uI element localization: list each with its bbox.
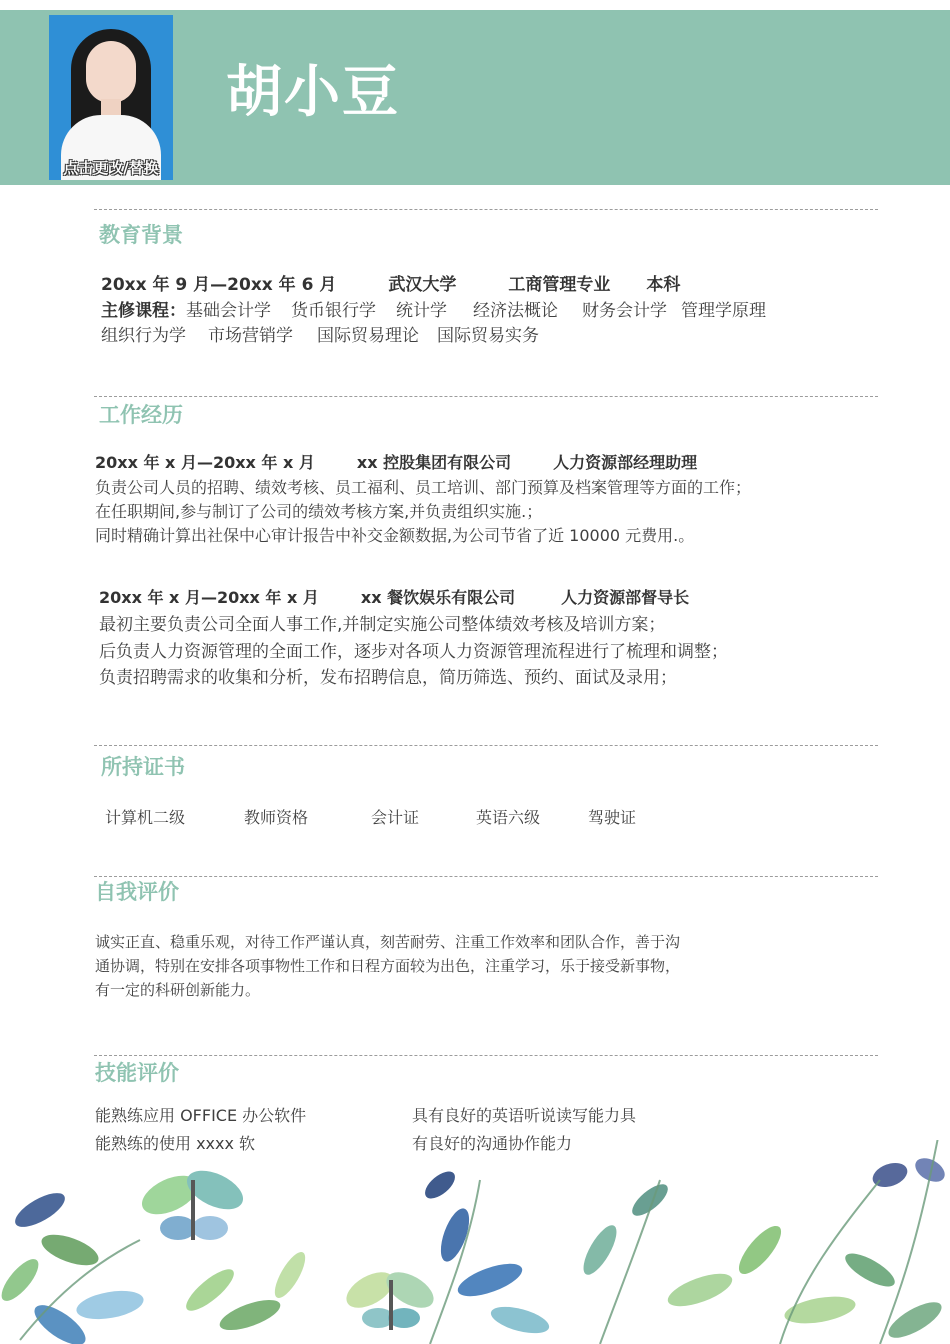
job-2-line-3: 负责招聘需求的收集和分析，发布招聘信息，简历筛选、预约、面试及录用； — [99, 668, 677, 688]
job-1-line-1: 负责公司人员的招聘、绩效考核、员工福利、员工培训、部门预算及档案管理等方面的工作； — [95, 478, 752, 497]
course-item: 统计学 — [396, 301, 447, 321]
job-1-line-3: 同时精确计算出社保中心审计报告中补交金额数据,为公司节省了近 10000 元费用.。 — [95, 526, 695, 545]
divider-education — [94, 209, 878, 210]
certificate-item: 驾驶证 — [588, 808, 637, 827]
course-item: 组织行为学 — [101, 326, 186, 346]
course-item: 市场营销学 — [208, 326, 293, 346]
job-1-line-2: 在任职期间,参与制订了公司的绩效考核方案,并负责组织实施.； — [95, 502, 543, 521]
education-period: 20xx 年 9 月—20xx 年 6 月 — [101, 275, 337, 295]
person-name: 胡小豆 — [226, 60, 400, 125]
job-2-position: 人力资源部督导长 — [561, 588, 690, 607]
education-degree: 本科 — [646, 275, 681, 295]
courses-label: 主修课程： — [101, 301, 186, 321]
skill-item: 能熟练的使用 xxxx 软 — [95, 1134, 256, 1153]
self-eval-line-1: 诚实正直、稳重乐观，对待工作严谨认真，刻苦耐劳、注重工作效率和团队合作，善于沟 — [95, 933, 681, 951]
course-item: 经济法概论 — [473, 301, 558, 321]
job-2-header — [99, 585, 689, 608]
divider-self-eval — [94, 876, 878, 877]
divider-work — [94, 396, 878, 397]
decorative-foliage-icon — [0, 1140, 950, 1344]
job-1-period: 20xx 年 x 月—20xx 年 x 月 — [95, 453, 315, 472]
skill-item: 具有良好的英语听说读写能力具 — [412, 1106, 637, 1125]
divider-skills — [94, 1055, 878, 1056]
section-title-skills: 技能评价 — [95, 1061, 179, 1085]
education-school: 武汉大学 — [388, 275, 457, 295]
courses-line-1 — [101, 296, 766, 321]
self-eval-line-3: 有一定的科研创新能力。 — [95, 981, 261, 999]
job-2-company: xx 餐饮娱乐有限公司 — [360, 588, 516, 607]
education-header-line — [101, 270, 680, 295]
job-2-line-1: 最初主要负责公司全面人事工作,并制定实施公司整体绩效考核及培训方案； — [99, 615, 666, 635]
profile-photo[interactable] — [49, 15, 173, 180]
course-item: 财务会计学 — [582, 301, 667, 321]
certificate-item: 英语六级 — [476, 808, 541, 827]
section-title-work: 工作经历 — [99, 403, 183, 427]
certificate-item: 计算机二级 — [105, 808, 186, 827]
skill-item: 能熟练应用 OFFICE 办公软件 — [95, 1106, 307, 1125]
self-eval-line-2: 通协调，特别在安排各项事物性工作和日程方面较为出色，注重学习，乐于接受新事物， — [95, 957, 681, 975]
course-item: 货币银行学 — [291, 301, 376, 321]
section-title-certificates: 所持证书 — [101, 755, 185, 779]
course-item: 国际贸易实务 — [437, 326, 539, 346]
photo-caption[interactable]: 点击更改/替换 — [63, 159, 159, 177]
job-2-line-2: 后负责人力资源管理的全面工作，逐步对各项人力资源管理流程进行了梳理和调整； — [99, 642, 728, 662]
skill-item: 有良好的沟通协作能力 — [412, 1134, 573, 1153]
certificate-item: 会计证 — [371, 808, 420, 827]
course-item: 管理学原理 — [681, 301, 766, 321]
education-major: 工商管理专业 — [508, 275, 611, 295]
section-title-self-eval: 自我评价 — [95, 880, 179, 904]
divider-certificates — [94, 745, 878, 746]
courses-line-2 — [101, 321, 539, 346]
job-1-position: 人力资源部经理助理 — [553, 453, 698, 472]
job-1-header — [95, 450, 697, 473]
photo-face — [86, 41, 136, 103]
course-item: 国际贸易理论 — [317, 326, 419, 346]
course-item: 基础会计学 — [186, 301, 271, 321]
section-title-education: 教育背景 — [99, 223, 183, 247]
job-2-period: 20xx 年 x 月—20xx 年 x 月 — [99, 588, 319, 607]
certificate-item: 教师资格 — [244, 808, 309, 827]
job-1-company: xx 控股集团有限公司 — [356, 453, 512, 472]
